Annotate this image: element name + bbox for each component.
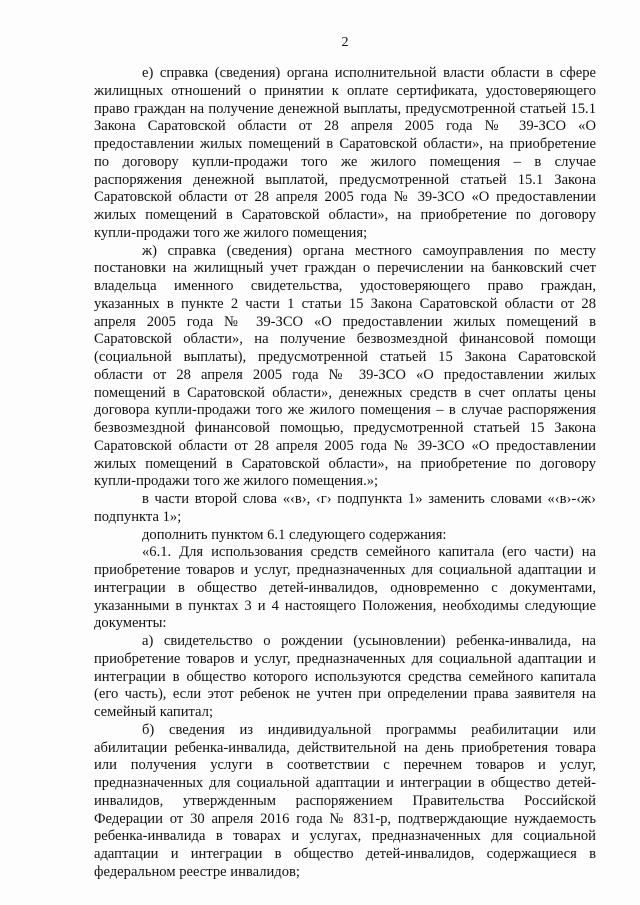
document-body [94,65,596,882]
paragraph-a: а) свидетельство о рождении (усыновлении) ребенка-инвалида, на приобретение товаров и услуг, предназначенных для социальной адаптации и интеграции в общество которого используются средства семейного капитала (его часть), если этот ребенок не учтен при определении права заявителя на семейный капитал; [94,633,596,720]
paragraph-amendment-part-two: в части второй слова «‹в›, ‹г› подпункта 1» заменить словами «‹в›-‹ж› подпункта 1»; [94,491,596,525]
paragraph-add-clause: дополнить пунктом 6.1 следующего содержания: [142,526,447,543]
paragraph-zh: ж) справка (сведения) органа местного самоуправления по месту постановки на жилищный учет граждан о перечислении на банковский счет владельца именного свидетельства, удостоверяющего право граждан, указанных в пункте 2 части 1 статьи 15 Закона Саратовской области от 28 апреля 2005 года № 39-ЗСО «О предоставлении жилых помещений в Саратовской области», на получение безвозмездной финансовой помощи (социальной выплаты), предусмотренной статьей 15 Закона Саратовской области от 28 апреля 2005 года № 39-ЗСО «О предоставлении жилых помещений в Саратовской области», денежных средств в счет оплаты цены договора купли-продажи того же жилого помещения – в случае распоряжения безвозмездной финансовой помощью, предусмотренной статьей 15 Закона Саратовской области от 28 апреля 2005 года № 39-ЗСО «О предоставлении жилых помещений в Саратовской области», на приобретение по договору купли-продажи того же жилого помещения.»; [94,242,596,490]
paragraph-e: е) справка (сведения) органа исполнительной власти области в сфере жилищных отношений о принятии к оплате сертификата, удостоверяющего право граждан на получение денежной выплаты, предусмотренной статьей 15.1 Закона Саратовской области от 28 апреля 2005 года № 39-ЗСО «О предоставлении жилых помещений в Саратовской области», на приобретение по договору купли-продажи того же жилого помещения – в случае распоряжения денежной выплатой, предусмотренной статьей 15.1 Закона Саратовской области от 28 апреля 2005 года № 39-ЗСО «О предоставлении жилых помещений в Саратовской области», на приобретение по договору купли-продажи того же жилого помещения; [94,65,596,241]
page-number: 2 [341,35,349,50]
paragraph-clause-6-1: «6.1. Для использования средств семейного капитала (его части) на приобретение товаров и услуг, предназначенных для социальной адаптации и интеграции в общество детей-инвалидов, одновременно с документами, указанными в пунктах 3 и 4 настоящего Положения, необходимы следующие документы: [94,544,596,632]
paragraph-b: б) сведения из индивидуальной программы реабилитации или абилитации ребенка-инвалида, действительной на день приобретения товара или получения услуги в соответствии с перечнем товаров и услуг, предназначенных для социальной адаптации и интеграции в общество детей-инвалидов, утвержденным распоряжением Правительства Российской Федерации от 30 апреля 2016 года № 831-р, подтверждающие нуждаемость ребенка-инвалида в товарах и услугах, предназначенных для социальной адаптации и интеграции в общество детей-инвалидов, содержащиеся в федеральном реестре инвалидов; [94,721,596,880]
